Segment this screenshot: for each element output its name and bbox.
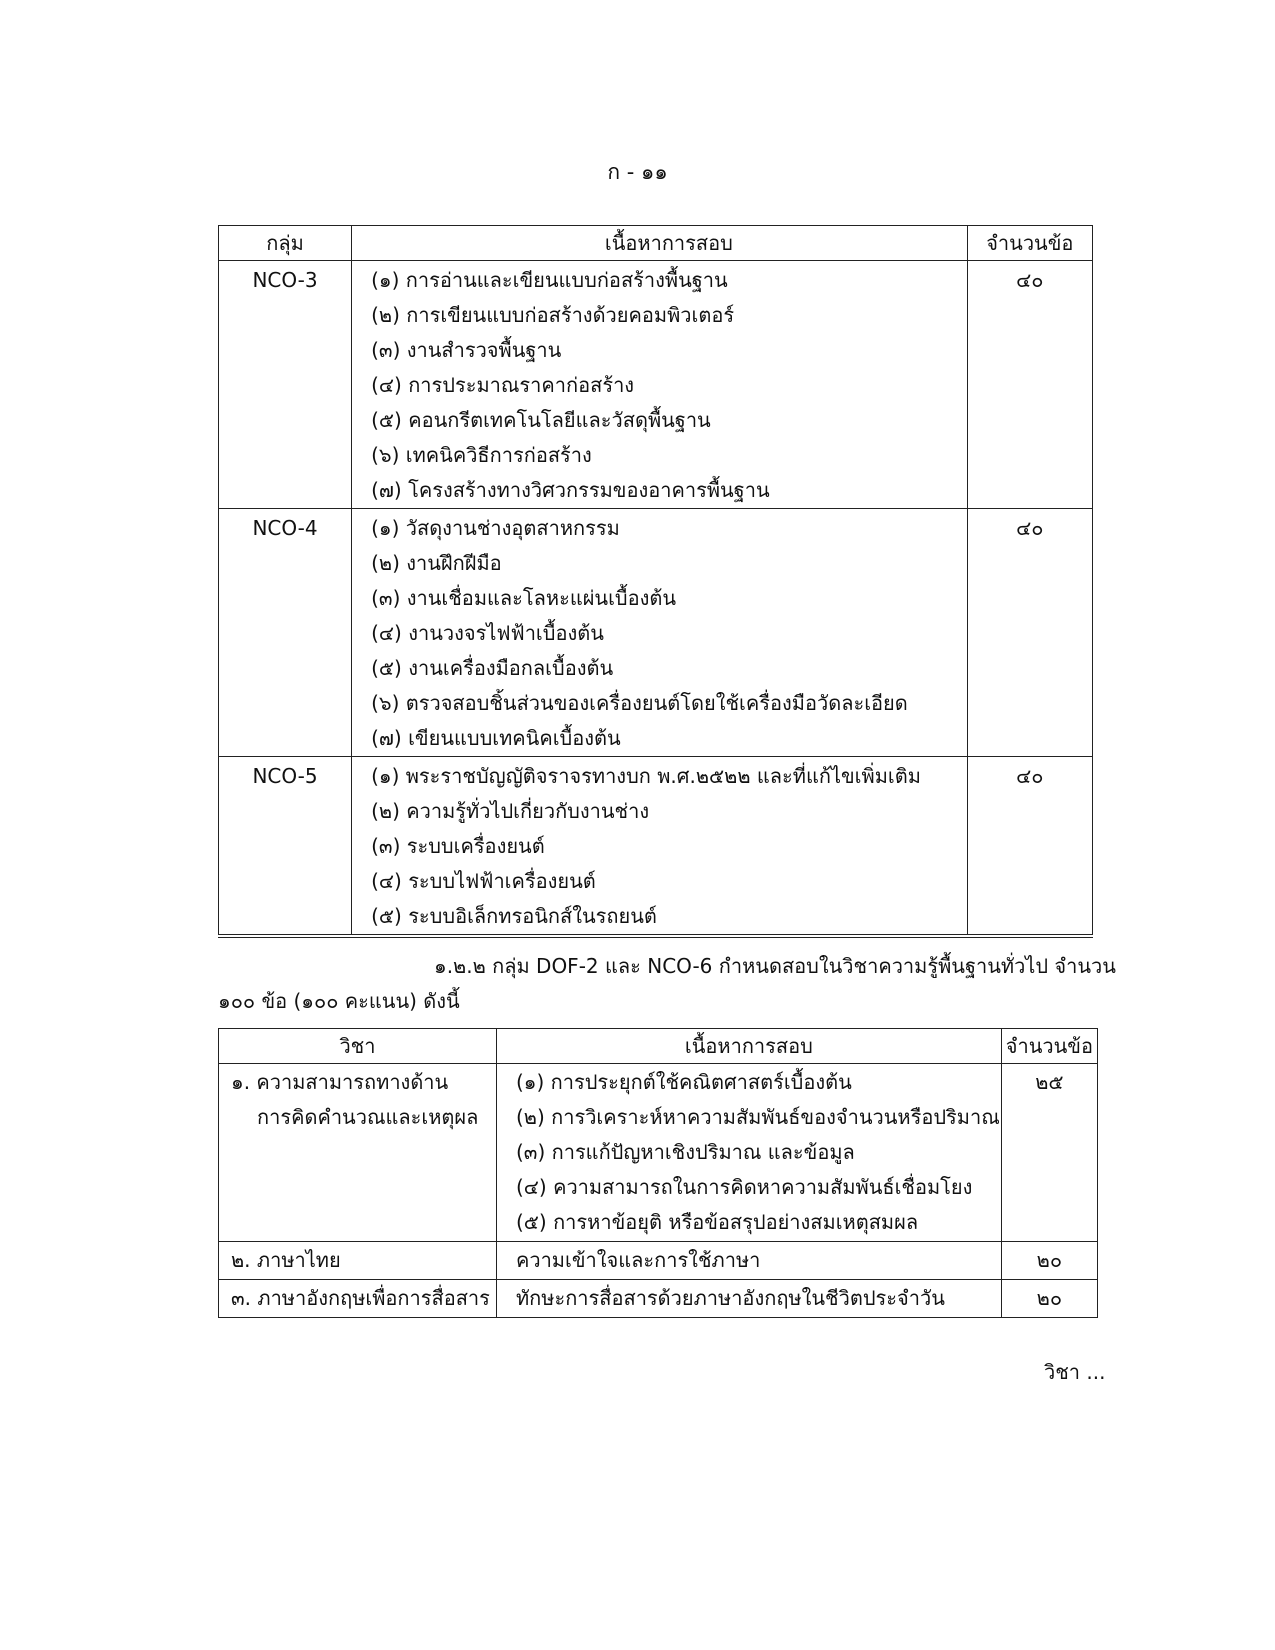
content-item: (๓) การแก้ปัญหาเชิงปริมาณ และข้อมูล <box>515 1140 855 1164</box>
header-count: จำนวนข้อ <box>1001 1029 1097 1064</box>
question-count: ๔๐ <box>1016 516 1044 540</box>
count-cell <box>967 509 1092 757</box>
group-name: NCO-3 <box>252 268 318 292</box>
content-item: (๔) การประมาณราคาก่อสร้าง <box>371 373 635 397</box>
content-item: (๓) งานสำรวจพื้นฐาน <box>371 338 562 362</box>
content-item: (๔) งานวงจรไฟฟ้าเบื้องต้น <box>371 621 604 645</box>
content-cell <box>496 1280 1001 1318</box>
subject-name: ๑. ความสามารถทางด้าน <box>231 1070 449 1094</box>
table-row-subject-3 <box>219 1280 1098 1318</box>
content-item: (๑) การประยุกต์ใช้คณิตศาสตร์เบื้องต้น <box>515 1070 852 1094</box>
content-item: (๕) การหาข้อยุติ หรือข้อสรุปอย่างสมเหตุสมผล <box>515 1210 919 1234</box>
group-cell <box>219 757 352 937</box>
group-name: NCO-4 <box>252 516 318 540</box>
exam-content-table-groups <box>218 225 1093 938</box>
content-item: (๗) โครงสร้างทางวิศวกรรมของอาคารพื้นฐาน <box>371 478 770 502</box>
content-cell <box>496 1064 1001 1242</box>
subject-cell <box>219 1242 497 1280</box>
count-cell <box>1001 1242 1097 1280</box>
table-row-nco4 <box>219 509 1093 757</box>
count-cell <box>1001 1280 1097 1318</box>
content-item: (๓) ระบบเครื่องยนต์ <box>371 834 545 858</box>
table-row-subject-2 <box>219 1242 1098 1280</box>
content-cell <box>352 509 968 757</box>
content-item: (๑) วัสดุงานช่างอุตสาหกรรม <box>371 516 620 540</box>
count-cell <box>1001 1064 1097 1242</box>
page-number: ก - ๑๑ <box>607 160 668 184</box>
count-cell <box>967 757 1092 937</box>
content-item: (๔) ความสามารถในการคิดหาความสัมพันธ์เชื่อมโยง <box>515 1175 973 1199</box>
subject-cell <box>219 1280 497 1318</box>
question-count: ๒๐ <box>1036 1286 1063 1310</box>
group-name: NCO-5 <box>252 764 318 788</box>
section-paragraph-line2: ๑๐๐ ข้อ (๑๐๐ คะแนน) ดังนี้ <box>218 989 460 1013</box>
content-item: (๑) การอ่านและเขียนแบบก่อสร้างพื้นฐาน <box>371 268 728 292</box>
content-item: (๒) งานฝึกฝีมือ <box>371 551 502 575</box>
table-row-nco5 <box>219 757 1093 937</box>
count-cell <box>967 261 1092 509</box>
table-header-row <box>219 1029 1098 1064</box>
content-item: (๖) เทคนิควิธีการก่อสร้าง <box>371 443 592 467</box>
content-item: (๗) เขียนแบบเทคนิคเบื้องต้น <box>371 726 621 750</box>
group-cell <box>219 261 352 509</box>
question-count: ๒๐ <box>1036 1248 1063 1272</box>
content-cell <box>496 1242 1001 1280</box>
subject-name: ๒. ภาษาไทย <box>231 1248 341 1272</box>
content-item: (๕) ระบบอิเล็กทรอนิกส์ในรถยนต์ <box>371 904 657 928</box>
question-count: ๒๕ <box>1035 1070 1064 1094</box>
content-item: (๒) การเขียนแบบก่อสร้างด้วยคอมพิวเตอร์ <box>371 303 735 327</box>
group-cell <box>219 509 352 757</box>
table-header-row <box>219 226 1093 261</box>
exam-content-table-subjects <box>218 1028 1098 1318</box>
content-item: (๕) งานเครื่องมือกลเบื้องต้น <box>371 656 614 680</box>
content-item: (๒) ความรู้ทั่วไปเกี่ยวกับงานช่าง <box>371 799 650 823</box>
subject-cell <box>219 1064 497 1242</box>
header-content: เนื้อหาการสอบ <box>352 226 968 261</box>
header-content: เนื้อหาการสอบ <box>496 1029 1001 1064</box>
table-row-subject-1 <box>219 1064 1098 1242</box>
content-item: (๒) การวิเคราะห์หาความสัมพันธ์ของจำนวนหรือปริมาณ <box>515 1105 1000 1129</box>
header-count: จำนวนข้อ <box>967 226 1092 261</box>
content-item: ความเข้าใจและการใช้ภาษา <box>515 1248 761 1272</box>
content-item: (๔) ระบบไฟฟ้าเครื่องยนต์ <box>371 869 596 893</box>
continuation-marker: วิชา ... <box>1044 1360 1106 1384</box>
header-group: กลุ่ม <box>219 226 352 261</box>
content-cell <box>352 757 968 937</box>
section-paragraph-line1: ๑.๒.๒ กลุ่ม DOF-2 และ NCO-6 กำหนดสอบในวิชาความรู้พื้นฐานทั่วไป จำนวน <box>434 954 1116 978</box>
content-item: (๓) งานเชื่อมและโลหะแผ่นเบื้องต้น <box>371 586 677 610</box>
content-item: (๑) พระราชบัญญัติจราจรทางบก พ.ศ.๒๕๒๒ และที่แก้ไขเพิ่มเติม <box>371 764 921 788</box>
content-item: ทักษะการสื่อสารด้วยภาษาอังกฤษในชีวิตประจำวัน <box>515 1286 945 1310</box>
content-item: (๕) คอนกรีตเทคโนโลยีและวัสดุพื้นฐาน <box>371 408 711 432</box>
content-item: (๖) ตรวจสอบชิ้นส่วนของเครื่องยนต์โดยใช้เครื่องมือวัดละเอียด <box>371 691 908 715</box>
subject-name: ๓. ภาษาอังกฤษเพื่อการสื่อสาร <box>231 1286 490 1310</box>
header-subject: วิชา <box>219 1029 497 1064</box>
table-row-nco3 <box>219 261 1093 509</box>
question-count: ๔๐ <box>1016 764 1044 788</box>
content-cell <box>352 261 968 509</box>
question-count: ๔๐ <box>1016 268 1044 292</box>
subject-name-cont: การคิดคำนวณและเหตุผล <box>257 1105 479 1129</box>
